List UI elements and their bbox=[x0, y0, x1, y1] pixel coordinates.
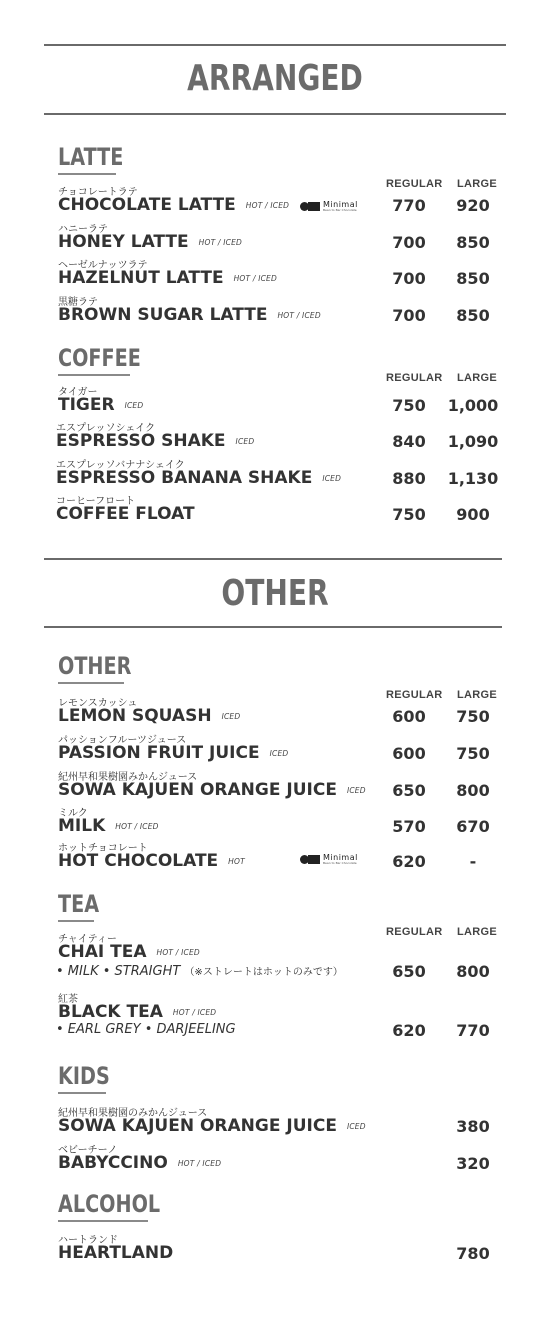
temperature-tag: ICED bbox=[124, 400, 144, 410]
price-regular: 620 bbox=[392, 852, 426, 871]
latte-regular-head: REGULAR bbox=[386, 178, 443, 190]
tea-options: • EARL GREY • DARJEELING bbox=[56, 1022, 236, 1037]
temperature-tag: HOT / ICED bbox=[198, 237, 243, 247]
menu-item-jp: 紀州早和果樹園のみかんジュース bbox=[58, 1108, 208, 1119]
price-regular: 700 bbox=[392, 269, 426, 288]
price: 780 bbox=[456, 1244, 490, 1263]
price-regular: 650 bbox=[392, 781, 426, 800]
menu-item-jp: ハニーラテ bbox=[58, 224, 108, 235]
menu-item-name: CHOCOLATE LATTE HOT / ICED bbox=[58, 195, 290, 215]
menu-item-jp: ヘーゼルナッツラテ bbox=[58, 260, 148, 271]
menu-item-name: HOT CHOCOLATE HOT bbox=[58, 851, 245, 871]
menu-item-jp: パッションフルーツジュース bbox=[58, 735, 187, 746]
price-large: 750 bbox=[456, 707, 490, 726]
alcohol-underline bbox=[58, 1220, 148, 1222]
price-regular: 570 bbox=[392, 817, 426, 836]
price-large: 1,000 bbox=[447, 396, 499, 415]
menu-item-name: ESPRESSO SHAKE ICED bbox=[56, 431, 255, 451]
price-regular: 880 bbox=[392, 469, 426, 488]
menu-item-jp: 黒糖ラテ bbox=[58, 297, 98, 308]
price-large: - bbox=[469, 852, 477, 871]
coffee-regular-head: REGULAR bbox=[386, 372, 443, 384]
other-bottom-rule bbox=[44, 626, 502, 628]
menu-item-jp: エスプレッソシェイク bbox=[56, 423, 156, 434]
temperature-tag: ICED bbox=[269, 748, 289, 758]
coffee-large-head: LARGE bbox=[457, 372, 497, 384]
menu-item-name: SOWA KAJUEN ORANGE JUICE ICED bbox=[58, 780, 366, 800]
price-regular: 600 bbox=[392, 707, 426, 726]
category-tea: TEA bbox=[58, 890, 100, 918]
price: 320 bbox=[456, 1154, 490, 1173]
category-latte: LATTE bbox=[58, 143, 124, 171]
tea-options: • MILK • STRAIGHT （※ストレートはホットのみです） bbox=[56, 964, 343, 979]
menu-item-jp: ハートランド bbox=[58, 1235, 118, 1246]
menu-item-name: PASSION FRUIT JUICE ICED bbox=[58, 743, 289, 763]
menu-item-jp: コーヒーフロート bbox=[56, 496, 136, 507]
price-large: 850 bbox=[456, 306, 490, 325]
price-regular: 650 bbox=[392, 962, 426, 981]
price-large: 670 bbox=[456, 817, 490, 836]
menu-item-jp: ベビーチーノ bbox=[58, 1145, 118, 1156]
menu-item-name: SOWA KAJUEN ORANGE JUICE ICED bbox=[58, 1116, 366, 1136]
menu-item-jp: ミルク bbox=[58, 808, 88, 819]
section-title-arranged: ARRANGED bbox=[187, 58, 363, 99]
category-coffee: COFFEE bbox=[58, 344, 141, 372]
temperature-tag: HOT / ICED bbox=[277, 310, 321, 320]
price-large: 920 bbox=[456, 196, 490, 215]
temperature-tag: HOT / ICED bbox=[177, 1158, 222, 1168]
temperature-tag: HOT bbox=[228, 856, 245, 866]
menu-item-name: HEARTLAND bbox=[58, 1243, 174, 1263]
coffee-underline bbox=[58, 374, 130, 376]
menu-item-jp: レモンスカッシュ bbox=[58, 698, 138, 709]
temperature-tag: ICED bbox=[235, 436, 255, 446]
menu-item-name: LEMON SQUASH ICED bbox=[58, 706, 241, 726]
temperature-tag: ICED bbox=[346, 785, 366, 795]
category-other: OTHER bbox=[58, 652, 132, 680]
menu-item-name: COFFEE FLOAT bbox=[56, 504, 195, 524]
tea-regular-head: REGULAR bbox=[386, 926, 443, 938]
menu-item-jp: チョコレートラテ bbox=[58, 187, 138, 198]
price-regular: 620 bbox=[392, 1021, 426, 1040]
menu-item-name: CHAI TEA HOT / ICED bbox=[58, 942, 200, 962]
menu-item-name: BROWN SUGAR LATTE HOT / ICED bbox=[58, 305, 321, 325]
tea-underline bbox=[58, 920, 94, 922]
other-regular-head: REGULAR bbox=[386, 689, 443, 701]
temperature-tag: HOT / ICED bbox=[233, 273, 277, 283]
price-regular: 770 bbox=[392, 196, 426, 215]
price-regular: 700 bbox=[392, 233, 426, 252]
menu-item-jp: ホットチョコレート bbox=[58, 843, 148, 854]
temperature-tag: ICED bbox=[322, 473, 342, 483]
category-alcohol: ALCOHOL bbox=[58, 1190, 161, 1218]
price-regular: 600 bbox=[392, 744, 426, 763]
price-large: 770 bbox=[456, 1021, 490, 1040]
price-large: 850 bbox=[456, 269, 490, 288]
price-regular: 700 bbox=[392, 306, 426, 325]
menu-item-jp: チャイティー bbox=[58, 934, 117, 945]
temperature-tag: HOT / ICED bbox=[172, 1007, 217, 1017]
other-top-rule bbox=[44, 558, 502, 560]
menu-item-jp: 紀州早和果樹園みかんジュース bbox=[58, 772, 198, 783]
price-large: 850 bbox=[456, 233, 490, 252]
top-rule bbox=[44, 44, 506, 46]
other-large-head: LARGE bbox=[457, 689, 497, 701]
price-regular: 750 bbox=[392, 505, 426, 524]
temperature-tag: ICED bbox=[221, 711, 241, 721]
menu-item-jp: 紅茶 bbox=[58, 994, 78, 1005]
minimal-brand-logo: Minimal Bean to Bar Chocolate bbox=[300, 854, 358, 865]
latte-large-head: LARGE bbox=[457, 178, 497, 190]
price-large: 900 bbox=[456, 505, 490, 524]
price-regular: 750 bbox=[392, 396, 426, 415]
kids-underline bbox=[58, 1092, 106, 1094]
section-title-other: OTHER bbox=[221, 573, 329, 614]
price-regular: 840 bbox=[392, 432, 426, 451]
arranged-rule bbox=[44, 113, 506, 115]
tea-large-head: LARGE bbox=[457, 926, 497, 938]
price-large: 1,090 bbox=[447, 432, 499, 451]
price: 380 bbox=[456, 1117, 490, 1136]
price-large: 1,130 bbox=[447, 469, 499, 488]
tea-note: （※ストレートはホットのみです） bbox=[184, 967, 343, 978]
price-large: 750 bbox=[456, 744, 490, 763]
latte-underline bbox=[58, 173, 116, 175]
menu-item-jp: タイガー bbox=[58, 387, 98, 398]
menu-item-name: TIGER ICED bbox=[58, 395, 144, 415]
menu-item-name: HAZELNUT LATTE HOT / ICED bbox=[58, 268, 277, 288]
menu-item-name: MILK HOT / ICED bbox=[58, 816, 159, 836]
temperature-tag: ICED bbox=[346, 1121, 366, 1131]
temperature-tag: HOT / ICED bbox=[245, 200, 290, 210]
category-kids: KIDS bbox=[58, 1062, 110, 1090]
minimal-brand-logo: Minimal Bean to Bar Chocolate bbox=[300, 201, 358, 212]
menu-item-jp: エスプレッソバナナシェイク bbox=[56, 460, 185, 471]
price-large: 800 bbox=[456, 962, 490, 981]
menu-item-name: ESPRESSO BANANA SHAKE ICED bbox=[56, 468, 342, 488]
temperature-tag: HOT / ICED bbox=[156, 947, 200, 957]
temperature-tag: HOT / ICED bbox=[115, 821, 159, 831]
price-large: 800 bbox=[456, 781, 490, 800]
menu-item-name: BABYCCINO HOT / ICED bbox=[58, 1153, 222, 1173]
other-underline bbox=[58, 682, 124, 684]
menu-item-name: HONEY LATTE HOT / ICED bbox=[58, 232, 243, 252]
menu-item-name: BLACK TEA HOT / ICED bbox=[58, 1002, 217, 1022]
